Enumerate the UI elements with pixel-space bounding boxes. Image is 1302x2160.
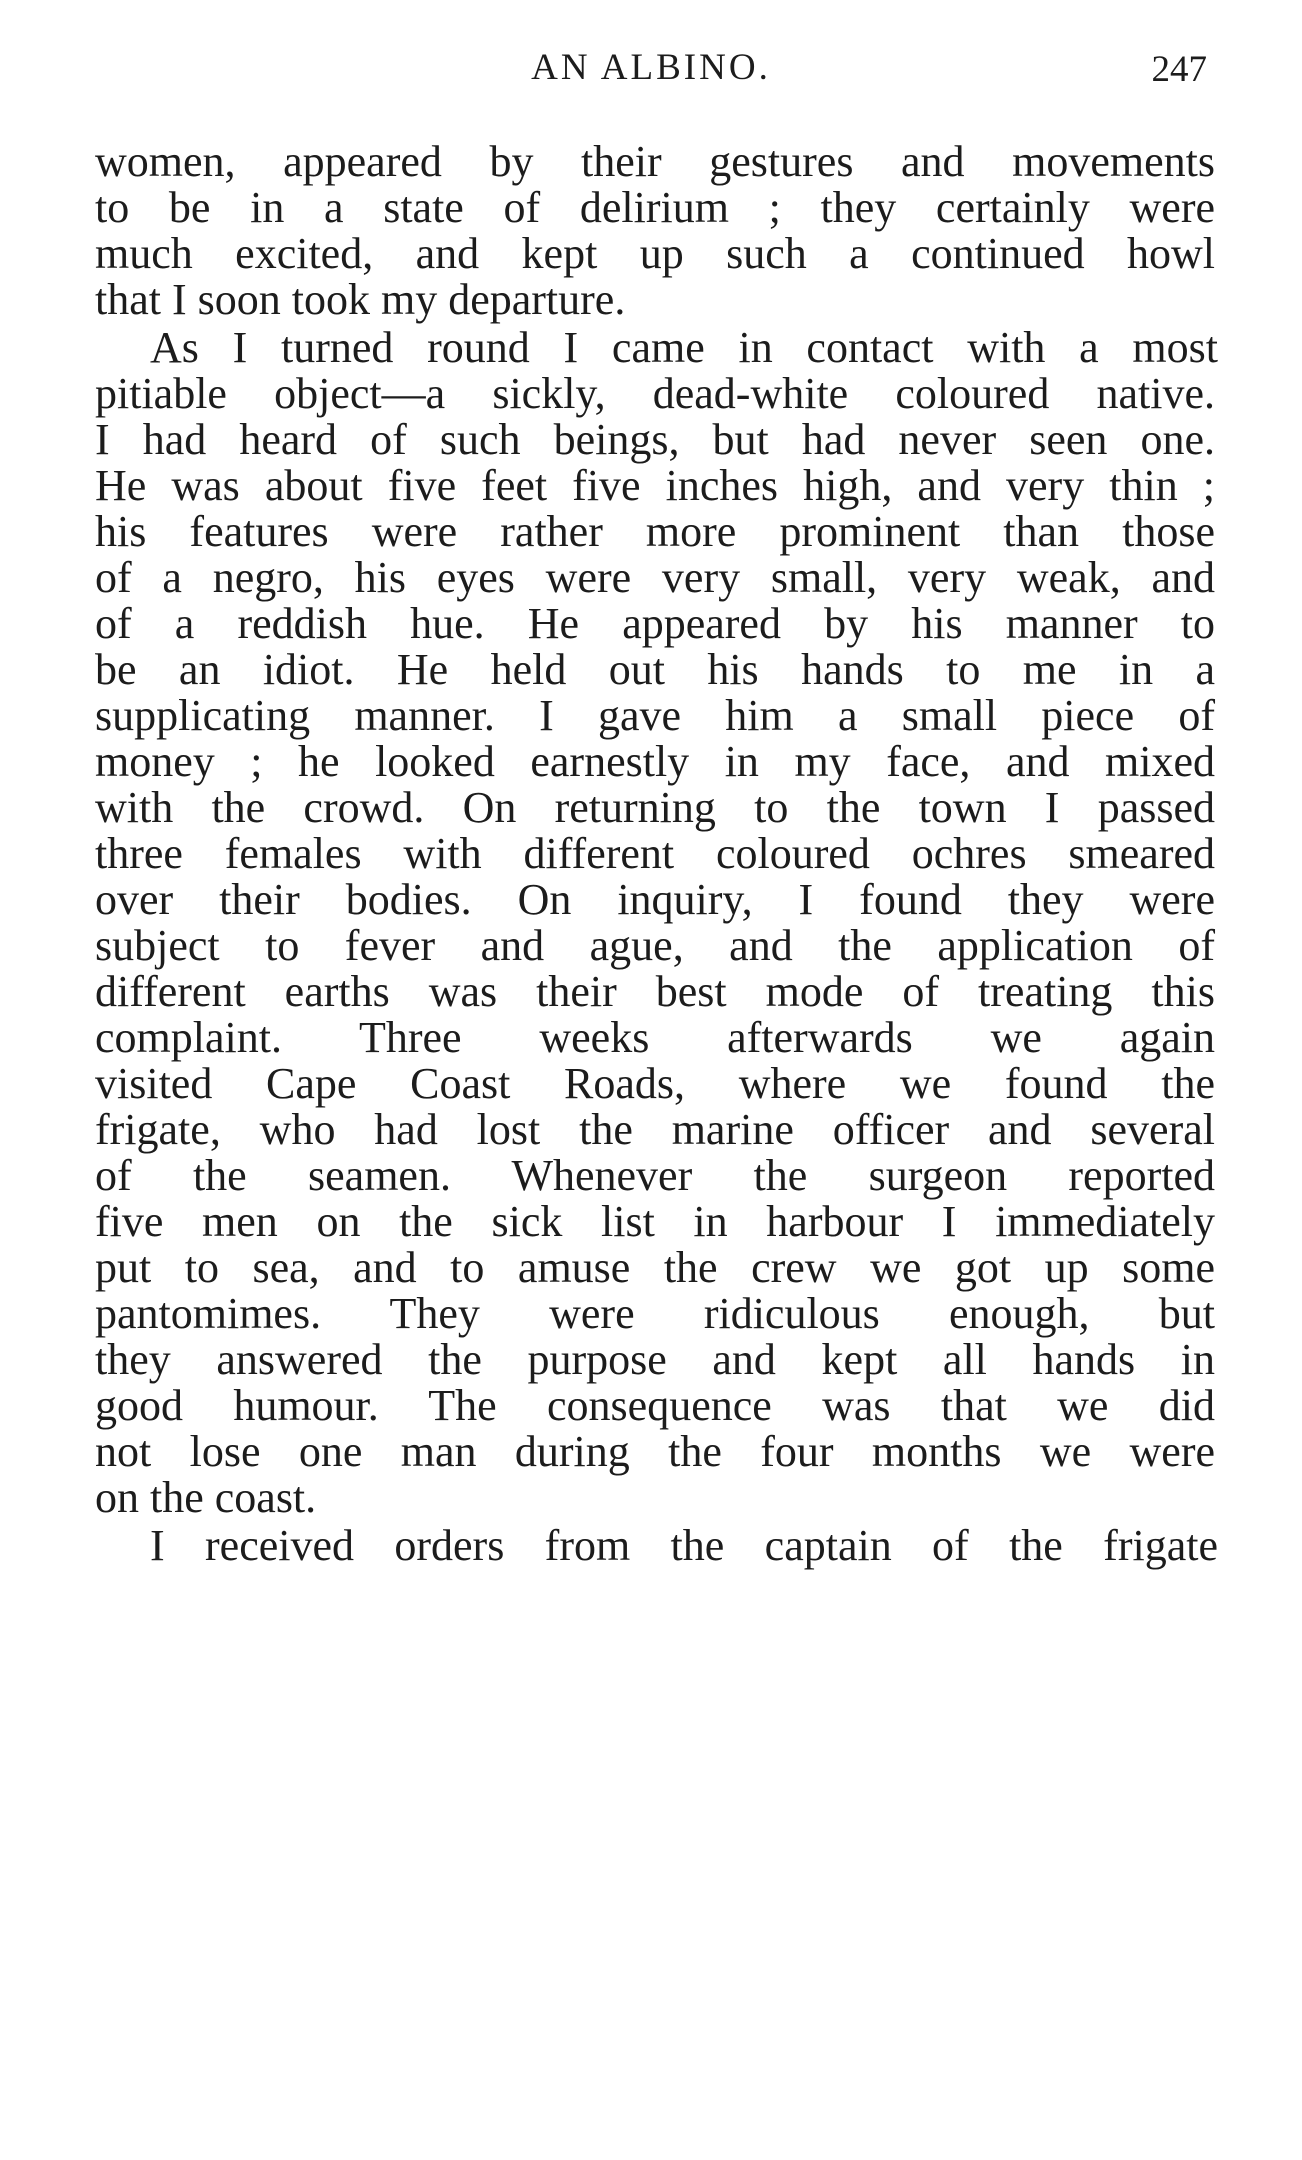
- text-line: three females with different coloured ochres smeared: [95, 829, 1215, 878]
- running-head: [0, 46, 1302, 106]
- text-line: put to sea, and to amuse the crew we got up some: [95, 1243, 1215, 1292]
- text-line: subject to fever and ague, and the application of: [95, 921, 1215, 970]
- text-line: different earths was their best mode of treating this: [95, 967, 1215, 1016]
- text-line: they answered the purpose and kept all hands in: [95, 1335, 1215, 1384]
- text-line: women, appeared by their gestures and movements: [95, 137, 1215, 186]
- page-number: 247: [1151, 49, 1207, 90]
- text-line: visited Cape Coast Roads, where we found the: [95, 1059, 1215, 1108]
- text-line: money ; he looked earnestly in my face, and mixed: [95, 737, 1215, 786]
- text-line: pitiable object—a sickly, dead-white coloured native.: [95, 369, 1215, 418]
- text-line: frigate, who had lost the marine officer and several: [95, 1105, 1215, 1154]
- text-line: five men on the sick list in harbour I immediately: [95, 1197, 1215, 1246]
- text-line: He was about five feet five inches high, and very thin ;: [95, 461, 1215, 510]
- text-line: complaint. Three weeks afterwards we again: [95, 1013, 1215, 1062]
- text-line: supplicating manner. I gave him a small piece of: [95, 691, 1215, 740]
- text-line: to be in a state of delirium ; they certainly were: [95, 183, 1215, 232]
- text-line: much excited, and kept up such a continued howl: [95, 229, 1215, 278]
- text-line: his features were rather more prominent than those: [95, 507, 1215, 556]
- text-line: of a reddish hue. He appeared by his manner to: [95, 599, 1215, 648]
- running-title: AN ALBINO.: [531, 47, 771, 88]
- text-line: of the seamen. Whenever the surgeon reported: [95, 1151, 1215, 1200]
- text-line: on the coast.: [95, 1473, 317, 1522]
- text-line: I received orders from the captain of the frigate: [150, 1521, 1218, 1570]
- text-line: I had heard of such beings, but had never seen one.: [95, 415, 1215, 464]
- text-line: of a negro, his eyes were very small, very weak, and: [95, 553, 1215, 602]
- text-line: with the crowd. On returning to the town I passed: [95, 783, 1215, 832]
- text-line: good humour. The consequence was that we did: [95, 1381, 1215, 1430]
- text-line: be an idiot. He held out his hands to me in a: [95, 645, 1215, 694]
- text-line: that I soon took my departure.: [95, 275, 626, 324]
- text-line: pantomimes. They were ridiculous enough, but: [95, 1289, 1215, 1338]
- text-line: As I turned round I came in contact with a most: [150, 323, 1218, 372]
- text-line: over their bodies. On inquiry, I found they were: [95, 875, 1215, 924]
- text-line: not lose one man during the four months we were: [95, 1427, 1215, 1476]
